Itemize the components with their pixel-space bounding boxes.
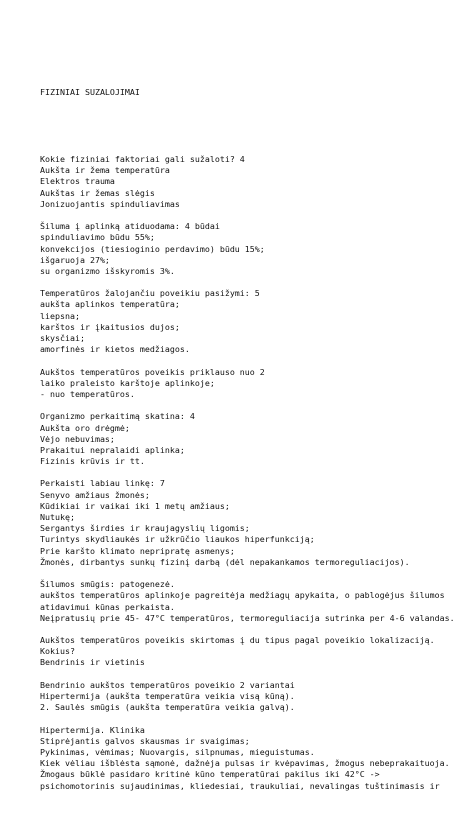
text-line: Organizmo perkaitimą skatina: 4 [40, 411, 195, 422]
text-line: Neįpratusių prie 45- 47°C temperatūros, termoreguliacija sutrinka per 4-6 valandas. [40, 612, 455, 623]
text-line: aukštos temperatūros aplinkoje pagreitėja medžiagų apykaita, o pablogėjus šilumos [40, 590, 445, 601]
text-line: spinduliavimo būdu 55%; [40, 232, 155, 243]
text-line: Prie karšto klimato nepripratę asmenys; [40, 545, 235, 556]
text-line: Bendrinis ir vietinis [40, 657, 145, 668]
text-line: Šilumos smūgis: patogenezė. [40, 579, 175, 590]
text-section [40, 411, 460, 467]
text-section [40, 635, 460, 669]
text-line: psichomotorinis sujaudinimas, kliedesiai, traukuliai, nevalingas tuštinimasis ir [40, 780, 440, 791]
text-line: Aukštas ir žemas slėgis [40, 187, 155, 198]
text-line: - nuo temperatūros. [40, 388, 135, 399]
text-line: Žmonės, dirbantys sunkų fizinį darbą (dėl nepakankamos termoreguliacijos). [40, 556, 410, 567]
text-line: Sergantys širdies ir kraujagyslių ligomis; [40, 523, 250, 534]
text-line: karštos ir įkaitusios dujos; [40, 321, 180, 332]
text-line: Jonizuojantis spinduliavimas [40, 198, 180, 209]
text-line: Hipertermija (aukšta temperatūra veikia visą kūną). [40, 691, 295, 701]
text-line: Aukšta ir žema temperatūra [40, 165, 170, 176]
text-line: Kūdikiai ir vaikai iki 1 metų amžiaus; [40, 500, 230, 511]
text-line: Perkaisti labiau linkę: 7 [40, 478, 165, 489]
text-section [40, 478, 460, 568]
document-sections [40, 154, 460, 792]
text-line: amorfinės ir kietos medžiagos. [40, 344, 190, 355]
text-line: Nutukę; [40, 512, 75, 522]
text-line: Prakaitui nepralaidi aplinka; [40, 444, 185, 455]
text-line: Hipertermija. Klinika [40, 724, 145, 735]
text-line: konvekcijos (tiesioginio perdavimo) būdu 15%; [40, 243, 265, 254]
text-line: Šiluma į aplinką atiduodama: 4 būdai [40, 221, 220, 232]
text-line: liepsna; [40, 310, 80, 321]
text-line: Elektros trauma [40, 176, 115, 187]
document-title-block [40, 64, 460, 120]
text-line: Vėjo nebuvimas; [40, 433, 115, 444]
text-line: Kokius? [40, 646, 75, 657]
text-line: 2. Saulės smūgis (aukšta temperatūra veikia galvą). [40, 702, 295, 713]
text-section [40, 680, 460, 714]
text-section [40, 725, 460, 792]
text-line: Aukšta oro drėgmė; [40, 422, 130, 433]
document-body [40, 42, 460, 825]
text-section [40, 367, 460, 401]
text-line: aukšta aplinkos temperatūra; [40, 299, 180, 310]
text-section [40, 154, 460, 210]
text-line: Bendrinio aukštos temperatūros poveikio 2 variantai [40, 679, 295, 690]
text-line: išgaruoja 27%; [40, 254, 110, 265]
text-line: atidavimui kūnas perkaista. [40, 601, 175, 612]
text-line: Aukštos temperatūros poveikis skirtomas į du tipus pagal poveikio lokalizaciją. [40, 635, 435, 646]
document-title: FIZINIAI SUZALOJIMAI [40, 86, 140, 97]
text-section [40, 288, 460, 355]
text-line: Kiek vėliau išblėsta sąmonė, dažnėja pulsas ir kvėpavimas, žmogus nebeprakaituoja. [40, 758, 450, 769]
text-section [40, 221, 460, 277]
text-line: Fizinis krūvis ir tt. [40, 456, 145, 467]
text-line: Senyvo amžiaus žmonės; [40, 489, 150, 500]
text-line: Aukštos temperatūros poveikis priklauso nuo 2 [40, 366, 265, 377]
text-line: Turintys skydliaukės ir užkrūčio liaukos hiperfunkciją; [40, 534, 315, 545]
text-line: Kokie fiziniai faktoriai gali sužaloti? 4 [40, 154, 245, 164]
text-line: Žmogaus būklė pasidaro kritinė kūno temperatūrai pakilus iki 42°C -> [40, 769, 380, 780]
text-line: Temperatūros žalojančiu poveikiu pasižymi: 5 [40, 288, 260, 299]
text-line: Stiprėjantis galvos skausmas ir svaigimas; [40, 735, 250, 746]
text-line: laiko praleisto karštoje aplinkoje; [40, 377, 215, 388]
text-section [40, 579, 460, 624]
text-line: Pykinimas, vėmimas; Nuovargis, silpnumas, mieguistumas. [40, 746, 315, 757]
text-line: skysčiai; [40, 333, 85, 343]
text-line: su organizmo išskyromis 3%. [40, 265, 175, 276]
